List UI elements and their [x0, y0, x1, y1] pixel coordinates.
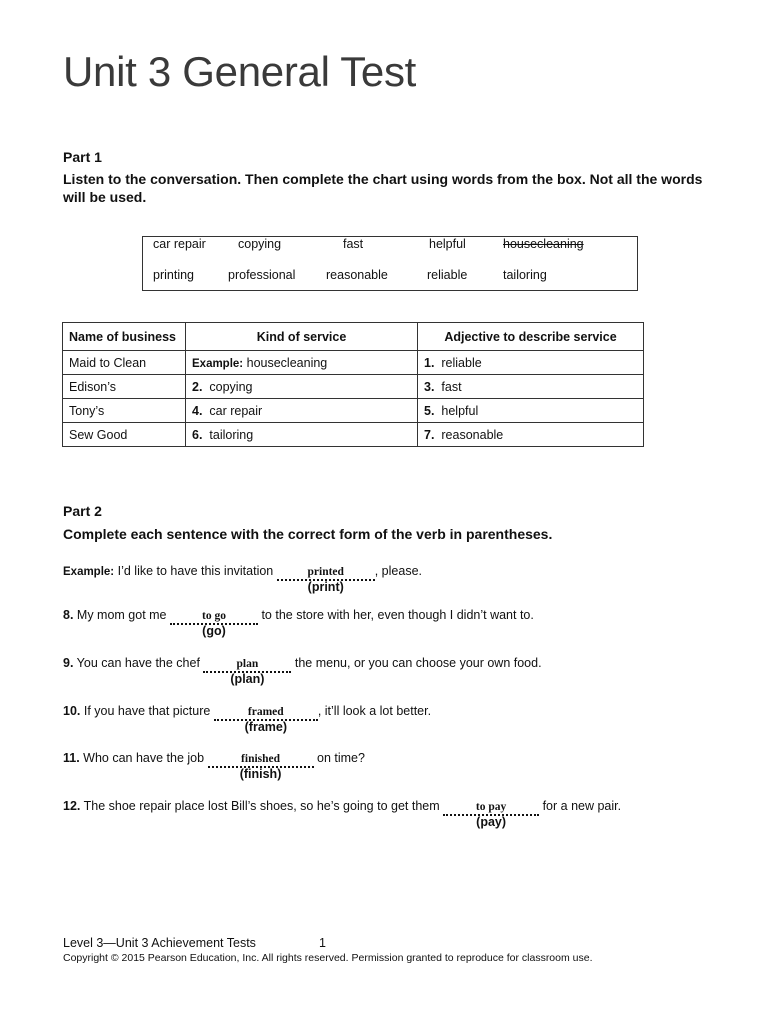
- business-name: Sew Good: [63, 423, 186, 447]
- verb-hint: (pay): [476, 815, 507, 829]
- sentence-12: [63, 799, 622, 829]
- business-name: Maid to Clean: [63, 351, 186, 375]
- part1-heading: Part 1: [63, 149, 102, 165]
- sentence-after: , it’ll look a lot better.: [317, 704, 432, 718]
- service-cell: [186, 423, 418, 447]
- sentence-after: the menu, or you can choose your own food.: [291, 656, 542, 670]
- sentence-9: [63, 656, 542, 686]
- footer-level: Level 3—Unit 3 Achievement Tests: [63, 936, 256, 950]
- table-row: [63, 399, 644, 423]
- sentence-before: My mom got me: [73, 608, 170, 622]
- word-box-item: copying: [238, 237, 282, 251]
- sentence-after: , please.: [374, 564, 422, 578]
- item-number: 1.: [424, 355, 435, 370]
- verb-hint: (frame): [244, 720, 287, 734]
- service-chart: [62, 322, 644, 447]
- sentence-after: for a new pair.: [539, 799, 622, 813]
- item-number: 2.: [192, 379, 203, 394]
- sentence-number: 12.: [63, 799, 81, 813]
- sentence-number: 9.: [63, 656, 74, 670]
- answer-text: printed: [307, 566, 344, 578]
- sentence-before: Who can have the job: [79, 751, 208, 765]
- example-sentence: [63, 564, 422, 594]
- answer-blank: [208, 752, 314, 781]
- service-cell: [186, 375, 418, 399]
- answer-text: to go: [202, 610, 226, 622]
- item-number: 4.: [192, 403, 203, 418]
- answer-blank: [170, 609, 258, 638]
- part1-instructions: Listen to the conversation. Then complete the chart using words from the box. Not all the words will be used.: [63, 171, 703, 205]
- item-number: 7.: [424, 427, 435, 442]
- part2-heading: Part 2: [63, 503, 102, 519]
- adjective-cell: [418, 399, 644, 423]
- chart-header: Adjective to describe service: [418, 323, 644, 351]
- business-name: Edison’s: [63, 375, 186, 399]
- sentence-11: [63, 751, 365, 781]
- answer-text: framed: [247, 706, 284, 718]
- sentence-after: to the store with her, even though I didn’t want to.: [257, 608, 534, 622]
- example-label: Example:: [192, 357, 244, 370]
- page-title: Unit 3 General Test: [63, 48, 417, 95]
- service-answer: tailoring: [209, 427, 254, 442]
- adjective-cell: [418, 423, 644, 447]
- sentence-before: I’d like to have this invitation: [114, 564, 277, 578]
- adjective-answer: reliable: [441, 355, 482, 370]
- verb-hint: (plan): [230, 672, 265, 686]
- word-box-item: professional: [228, 268, 296, 282]
- word-box-item: printing: [153, 268, 194, 282]
- answer-text: finished: [241, 753, 281, 765]
- sentence-number: 11.: [63, 751, 80, 765]
- table-row: [63, 351, 644, 375]
- service-cell: [186, 351, 418, 375]
- answer-text: plan: [236, 658, 259, 670]
- service-answer: copying: [209, 379, 253, 394]
- adjective-answer: helpful: [441, 403, 479, 418]
- adjective-cell: [418, 351, 644, 375]
- word-box-item: tailoring: [503, 268, 547, 282]
- part2-instructions: Complete each sentence with the correct form of the verb in parentheses.: [63, 526, 553, 542]
- answer-blank: [214, 705, 318, 734]
- table-row: [63, 375, 644, 399]
- answer-blank: [203, 657, 291, 686]
- footer-copyright: Copyright © 2015 Pearson Education, Inc. All rights reserved. Permission granted to reproduce for classroom use.: [63, 952, 593, 964]
- item-number: 3.: [424, 379, 435, 394]
- answer-text: to pay: [475, 801, 507, 813]
- adjective-answer: fast: [441, 379, 462, 394]
- service-cell: [186, 399, 418, 423]
- adjective-answer: reasonable: [441, 427, 504, 442]
- item-number: 6.: [192, 427, 203, 442]
- sentence-10: [63, 704, 432, 734]
- chart-header: Name of business: [63, 323, 186, 351]
- answer-blank: [443, 800, 539, 829]
- sentence-before: The shoe repair place lost Bill’s shoes, so he’s going to get them: [80, 799, 444, 813]
- adjective-cell: [418, 375, 644, 399]
- sentence-number: Example:: [63, 566, 115, 578]
- sentence-number: 10.: [63, 704, 81, 718]
- verb-hint: (finish): [239, 767, 282, 781]
- page-number: 1: [319, 936, 326, 950]
- service-answer: housecleaning: [246, 355, 328, 370]
- word-box-item: reliable: [427, 268, 468, 282]
- word-box-item: fast: [343, 237, 364, 251]
- sentence-8: [63, 608, 534, 638]
- item-number: 5.: [424, 403, 435, 418]
- word-box-item: helpful: [429, 237, 466, 251]
- verb-hint: (go): [202, 624, 226, 638]
- sentence-before: You can have the chef: [73, 656, 204, 670]
- sentence-before: If you have that picture: [80, 704, 214, 718]
- business-name: Tony’s: [63, 399, 186, 423]
- chart-header: Kind of service: [186, 323, 418, 351]
- sentence-after: on time?: [313, 751, 365, 765]
- word-box-item: reasonable: [326, 268, 388, 282]
- word-box-item: car repair: [153, 237, 206, 251]
- word-box-item-crossed: housecleaning: [503, 237, 584, 251]
- service-answer: car repair: [209, 403, 263, 418]
- answer-blank: [277, 565, 375, 594]
- verb-hint: (print): [307, 580, 344, 594]
- sentence-number: 8.: [63, 608, 74, 622]
- table-row: [63, 423, 644, 447]
- word-box: [142, 236, 638, 291]
